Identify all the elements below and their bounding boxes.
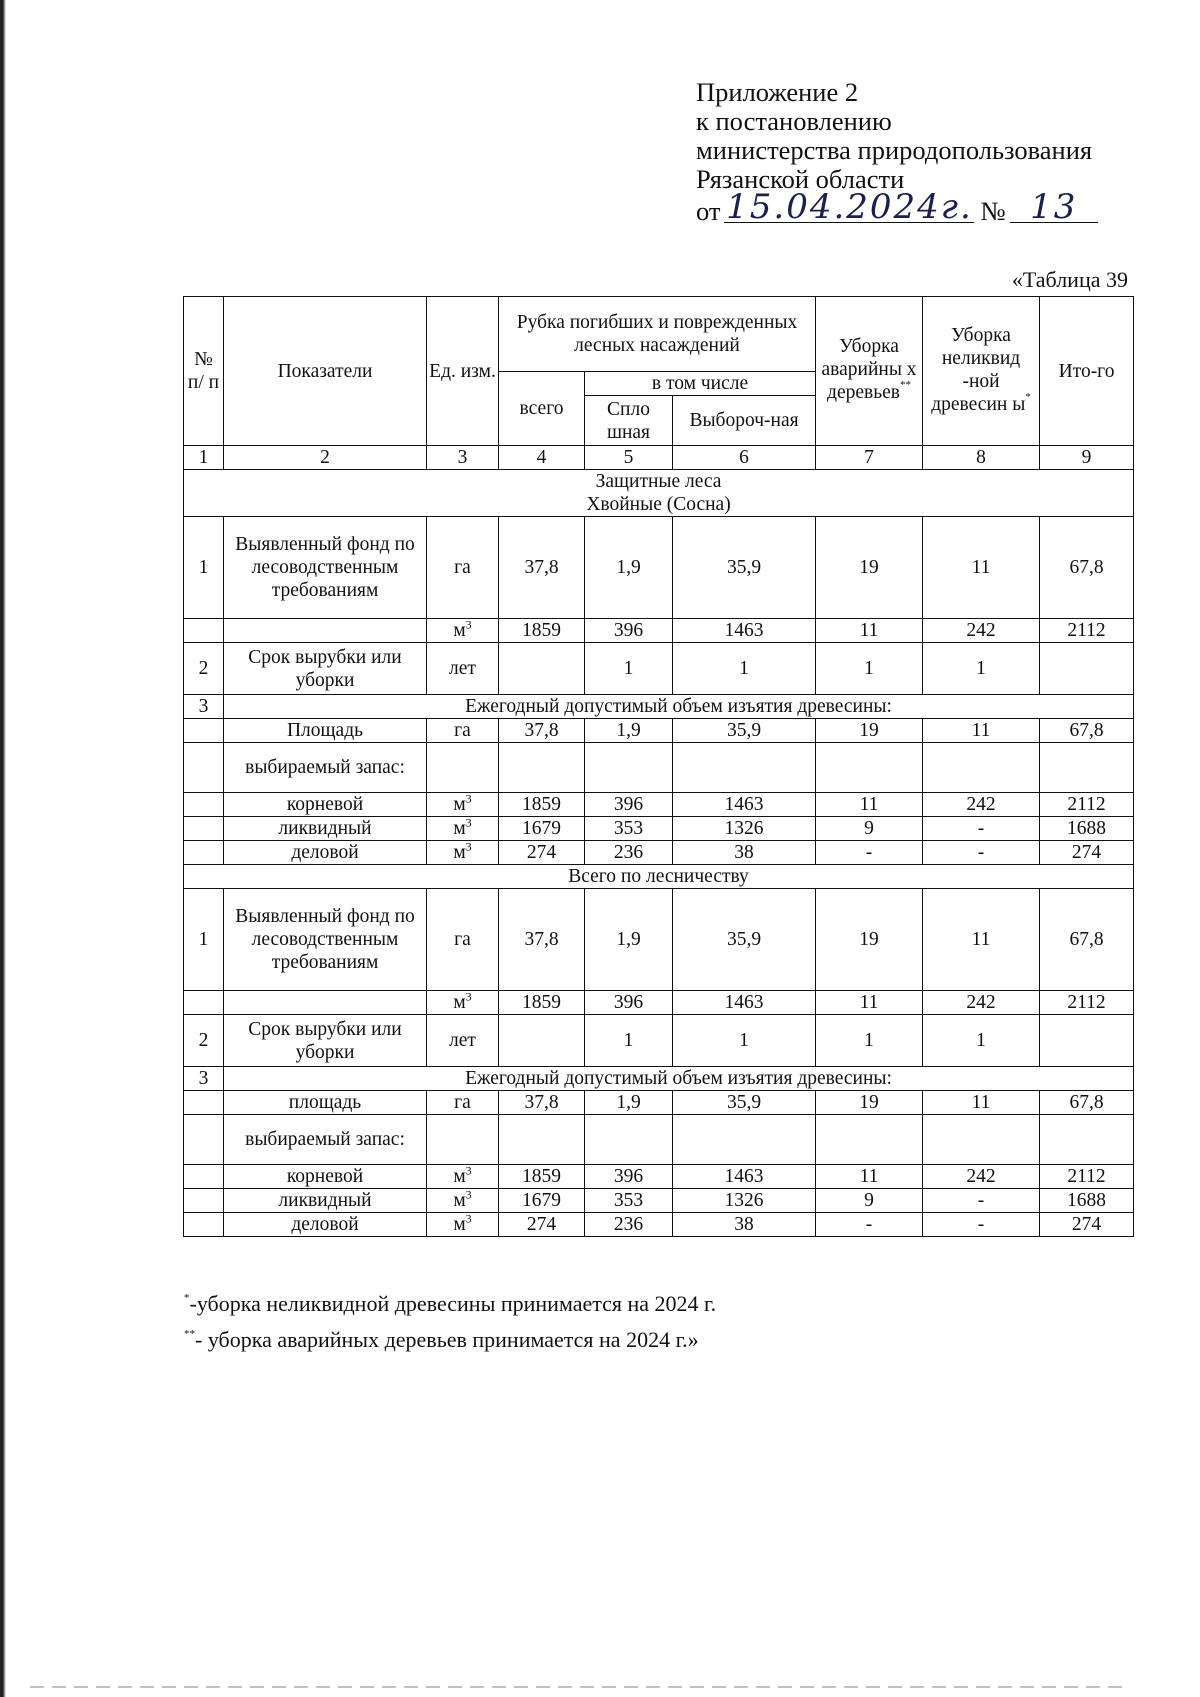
stock-row bbox=[184, 1213, 1134, 1237]
unit-text: м bbox=[453, 1166, 466, 1187]
value-cell: 242 bbox=[923, 619, 1040, 643]
value-cell: 11 bbox=[923, 889, 1040, 991]
unit-cell bbox=[427, 1091, 499, 1115]
indicator-label bbox=[224, 619, 427, 643]
stock-label-row bbox=[184, 743, 1134, 793]
header-illiquid-mark: * bbox=[1025, 390, 1031, 403]
value-cell: 1 bbox=[816, 643, 923, 695]
value-cell bbox=[1040, 1015, 1134, 1067]
value-cell: 11 bbox=[923, 719, 1040, 743]
heading-line: к постановлению bbox=[696, 106, 892, 136]
annual-title-row bbox=[184, 695, 1134, 719]
value-cell: 1 bbox=[673, 1015, 816, 1067]
scan-bottom-noise bbox=[30, 1686, 1130, 1688]
footnote-illiquid bbox=[184, 1288, 716, 1324]
value-cell: 11 bbox=[923, 1091, 1040, 1115]
value-cell: - bbox=[923, 1189, 1040, 1213]
value-cell bbox=[1040, 1115, 1134, 1165]
unit-superscript: 3 bbox=[465, 816, 472, 830]
indicator-label bbox=[224, 991, 427, 1015]
footnote-mark: * bbox=[184, 1292, 190, 1304]
value-cell: 1859 bbox=[499, 991, 585, 1015]
value-cell: 1,9 bbox=[585, 1091, 673, 1115]
row-number: 2 bbox=[184, 643, 224, 695]
value-cell: 9 bbox=[816, 817, 923, 841]
value-cell bbox=[816, 1115, 923, 1165]
value-cell: 35,9 bbox=[673, 719, 816, 743]
col-number: 9 bbox=[1040, 446, 1134, 470]
row-number bbox=[184, 1091, 224, 1115]
row-number bbox=[184, 841, 224, 865]
unit-superscript: 3 bbox=[465, 792, 472, 806]
row-number bbox=[184, 1165, 224, 1189]
fund-row-m3 bbox=[184, 619, 1134, 643]
stock-row bbox=[184, 841, 1134, 865]
date-prefix: от bbox=[696, 196, 721, 226]
value-cell: 19 bbox=[816, 1091, 923, 1115]
value-cell: 1463 bbox=[673, 619, 816, 643]
header-felling: Рубка погибших и поврежденных лесных насаждений bbox=[499, 297, 816, 372]
unit-cell bbox=[427, 793, 499, 817]
value-cell bbox=[673, 743, 816, 793]
value-cell: 1679 bbox=[499, 1189, 585, 1213]
value-cell: 242 bbox=[923, 991, 1040, 1015]
value-cell: 11 bbox=[816, 793, 923, 817]
col-number: 7 bbox=[816, 446, 923, 470]
value-cell: 1326 bbox=[673, 1189, 816, 1213]
value-cell bbox=[923, 743, 1040, 793]
fund-row-ha bbox=[184, 517, 1134, 619]
row-number bbox=[184, 817, 224, 841]
indicator-label: выбираемый запас: bbox=[224, 743, 427, 793]
value-cell: - bbox=[816, 1213, 923, 1237]
unit-cell bbox=[427, 1165, 499, 1189]
unit-superscript: 3 bbox=[465, 1164, 472, 1178]
heading-line: Приложение 2 bbox=[696, 77, 859, 107]
section-title-line: Всего по лесничеству bbox=[568, 866, 749, 887]
unit-text: м bbox=[453, 992, 466, 1013]
unit-text: м bbox=[453, 1214, 466, 1235]
value-cell: 9 bbox=[816, 1189, 923, 1213]
value-cell: 67,8 bbox=[1040, 889, 1134, 991]
section-title-row bbox=[184, 865, 1134, 889]
value-cell: 1,9 bbox=[585, 517, 673, 619]
value-cell: 37,8 bbox=[499, 1091, 585, 1115]
unit-text: га bbox=[454, 557, 471, 578]
value-cell: 37,8 bbox=[499, 719, 585, 743]
value-cell: 1463 bbox=[673, 1165, 816, 1189]
annual-title: Ежегодный допустимый объем изъятия древесины: bbox=[224, 695, 1134, 719]
felling-table bbox=[183, 296, 1134, 1237]
header-unit: Ед. изм. bbox=[427, 297, 499, 446]
row-number bbox=[184, 743, 224, 793]
indicator-label: Площадь bbox=[224, 719, 427, 743]
value-cell: 35,9 bbox=[673, 517, 816, 619]
handwritten-number: 13 bbox=[1010, 192, 1098, 223]
col-number: 3 bbox=[427, 446, 499, 470]
row-number: 1 bbox=[184, 517, 224, 619]
value-cell: 1 bbox=[585, 643, 673, 695]
appendix-heading bbox=[696, 78, 1166, 226]
indicator-label: корневой bbox=[224, 793, 427, 817]
value-cell: 274 bbox=[499, 841, 585, 865]
unit-cell bbox=[427, 889, 499, 991]
table-caption: «Таблица 39 bbox=[1011, 267, 1128, 292]
value-cell bbox=[923, 1115, 1040, 1165]
value-cell: 274 bbox=[1040, 1213, 1134, 1237]
value-cell: 1463 bbox=[673, 793, 816, 817]
area-row bbox=[184, 1091, 1134, 1115]
header-emergency-mark: ** bbox=[900, 379, 911, 391]
value-cell: 38 bbox=[673, 1213, 816, 1237]
row-number bbox=[184, 793, 224, 817]
col-number: 4 bbox=[499, 446, 585, 470]
indicator-label: корневой bbox=[224, 1165, 427, 1189]
unit-cell bbox=[427, 817, 499, 841]
value-cell: 38 bbox=[673, 841, 816, 865]
value-cell: 1 bbox=[816, 1015, 923, 1067]
value-cell: 19 bbox=[816, 889, 923, 991]
value-cell: 19 bbox=[816, 517, 923, 619]
value-cell bbox=[816, 743, 923, 793]
header-indicator: Показатели bbox=[224, 297, 427, 446]
indicator-label: Срок вырубки или уборки bbox=[224, 1015, 427, 1067]
value-cell: 11 bbox=[923, 517, 1040, 619]
value-cell: 67,8 bbox=[1040, 719, 1134, 743]
unit-cell bbox=[427, 1213, 499, 1237]
value-cell: 1859 bbox=[499, 1165, 585, 1189]
scan-left-border bbox=[0, 0, 6, 1697]
value-cell: - bbox=[816, 841, 923, 865]
value-cell: 2112 bbox=[1040, 619, 1134, 643]
unit-cell bbox=[427, 1015, 499, 1067]
unit-text: м bbox=[453, 842, 466, 863]
value-cell bbox=[673, 1115, 816, 1165]
value-cell: 2112 bbox=[1040, 1165, 1134, 1189]
value-cell: 1859 bbox=[499, 619, 585, 643]
unit-cell bbox=[427, 643, 499, 695]
stock-row bbox=[184, 1165, 1134, 1189]
header-num: № п/ п bbox=[184, 297, 224, 446]
unit-superscript: 3 bbox=[465, 840, 472, 854]
unit-text: лет bbox=[449, 1030, 476, 1051]
value-cell: 67,8 bbox=[1040, 1091, 1134, 1115]
unit-cell bbox=[427, 719, 499, 743]
footnote-text: -уборка неликвидной древесины принимается на 2024 г. bbox=[189, 1291, 717, 1316]
footnote-text: - уборка аварийных деревьев принимается на 2024 г.» bbox=[195, 1327, 699, 1352]
value-cell bbox=[1040, 643, 1134, 695]
unit-superscript: 3 bbox=[465, 618, 472, 632]
value-cell: 67,8 bbox=[1040, 517, 1134, 619]
footnote-emergency bbox=[184, 1324, 716, 1360]
value-cell: 1679 bbox=[499, 817, 585, 841]
row-number bbox=[184, 991, 224, 1015]
value-cell: 2112 bbox=[1040, 793, 1134, 817]
header-illiquid bbox=[923, 297, 1040, 446]
value-cell: 1326 bbox=[673, 817, 816, 841]
value-cell: 236 bbox=[585, 841, 673, 865]
unit-text: м bbox=[453, 620, 466, 641]
unit-text: га bbox=[454, 929, 471, 950]
indicator-label: деловой bbox=[224, 1213, 427, 1237]
row-number: 3 bbox=[184, 1067, 224, 1091]
annual-title-row bbox=[184, 1067, 1134, 1091]
value-cell: 236 bbox=[585, 1213, 673, 1237]
header-illiquid-label: Уборка неликвид -ной древесин ы bbox=[931, 324, 1026, 415]
row-number: 2 bbox=[184, 1015, 224, 1067]
unit-text: га bbox=[454, 720, 471, 741]
order-date-number-line bbox=[696, 187, 1166, 227]
heading-line: Рязанской области bbox=[696, 164, 905, 194]
col-number: 1 bbox=[184, 446, 224, 470]
unit-cell bbox=[427, 517, 499, 619]
value-cell: 1,9 bbox=[585, 889, 673, 991]
value-cell: 1 bbox=[585, 1015, 673, 1067]
indicator-label: ликвидный bbox=[224, 817, 427, 841]
row-number bbox=[184, 1115, 224, 1165]
value-cell: 1,9 bbox=[585, 719, 673, 743]
value-cell: 11 bbox=[816, 619, 923, 643]
row-number bbox=[184, 719, 224, 743]
section-title bbox=[184, 865, 1134, 889]
fund-row-ha bbox=[184, 889, 1134, 991]
indicator-label: площадь bbox=[224, 1091, 427, 1115]
value-cell: 19 bbox=[816, 719, 923, 743]
value-cell: 396 bbox=[585, 619, 673, 643]
indicator-label: деловой bbox=[224, 841, 427, 865]
number-prefix: № bbox=[980, 196, 1006, 226]
value-cell: 1463 bbox=[673, 991, 816, 1015]
section-title-row bbox=[184, 470, 1134, 517]
section-title-line: Защитные леса bbox=[595, 471, 722, 492]
footnotes bbox=[184, 1288, 716, 1360]
col-number: 6 bbox=[673, 446, 816, 470]
unit-superscript: 3 bbox=[465, 1212, 472, 1226]
header-emergency bbox=[816, 297, 923, 446]
value-cell bbox=[499, 1115, 585, 1165]
value-cell: 274 bbox=[1040, 841, 1134, 865]
value-cell: 11 bbox=[816, 1165, 923, 1189]
value-cell: 274 bbox=[499, 1213, 585, 1237]
term-row bbox=[184, 1015, 1134, 1067]
header-clear: Спло шная bbox=[585, 396, 673, 446]
value-cell bbox=[499, 643, 585, 695]
value-cell: 242 bbox=[923, 793, 1040, 817]
value-cell: - bbox=[923, 1213, 1040, 1237]
value-cell: 396 bbox=[585, 1165, 673, 1189]
indicator-label: ликвидный bbox=[224, 1189, 427, 1213]
value-cell: 1859 bbox=[499, 793, 585, 817]
value-cell: 35,9 bbox=[673, 1091, 816, 1115]
value-cell: 396 bbox=[585, 793, 673, 817]
unit-cell bbox=[427, 1189, 499, 1213]
value-cell: 37,8 bbox=[499, 889, 585, 991]
footnote-mark: ** bbox=[184, 1328, 195, 1340]
value-cell: - bbox=[923, 817, 1040, 841]
row-number: 1 bbox=[184, 889, 224, 991]
col-number: 5 bbox=[585, 446, 673, 470]
value-cell: 1688 bbox=[1040, 1189, 1134, 1213]
indicator-label: Выявленный фонд по лесоводственным требованиям bbox=[224, 889, 427, 991]
unit-cell bbox=[427, 619, 499, 643]
header-sum: Ито-го bbox=[1040, 297, 1134, 446]
value-cell: 35,9 bbox=[673, 889, 816, 991]
value-cell: 11 bbox=[816, 991, 923, 1015]
stock-row bbox=[184, 817, 1134, 841]
value-cell: 37,8 bbox=[499, 517, 585, 619]
indicator-label: Выявленный фонд по лесоводственным требованиям bbox=[224, 517, 427, 619]
indicator-label: Срок вырубки или уборки bbox=[224, 643, 427, 695]
value-cell: 1 bbox=[673, 643, 816, 695]
stock-row bbox=[184, 1189, 1134, 1213]
value-cell: - bbox=[923, 841, 1040, 865]
value-cell: 353 bbox=[585, 1189, 673, 1213]
heading-line: министерства природопользования bbox=[696, 135, 1093, 165]
fund-row-m3 bbox=[184, 991, 1134, 1015]
value-cell: 396 bbox=[585, 991, 673, 1015]
value-cell: 242 bbox=[923, 1165, 1040, 1189]
unit-text: лет bbox=[449, 658, 476, 679]
value-cell bbox=[499, 743, 585, 793]
unit-cell bbox=[427, 991, 499, 1015]
section-title-line: Хвойные (Сосна) bbox=[586, 494, 731, 515]
stock-label-row bbox=[184, 1115, 1134, 1165]
annual-title: Ежегодный допустимый объем изъятия древесины: bbox=[224, 1067, 1134, 1091]
col-number: 8 bbox=[923, 446, 1040, 470]
unit-text: м bbox=[453, 818, 466, 839]
unit-text: га bbox=[454, 1092, 471, 1113]
value-cell: 1 bbox=[923, 1015, 1040, 1067]
value-cell: 2112 bbox=[1040, 991, 1134, 1015]
value-cell bbox=[1040, 743, 1134, 793]
unit-text: м bbox=[453, 1190, 466, 1211]
header-including: в том числе bbox=[585, 372, 816, 396]
col-number: 2 bbox=[224, 446, 427, 470]
unit-superscript: 3 bbox=[465, 1188, 472, 1202]
header-emergency-label: Уборка аварийны х деревьев bbox=[821, 336, 917, 403]
value-cell bbox=[427, 743, 499, 793]
value-cell bbox=[585, 743, 673, 793]
unit-cell bbox=[427, 841, 499, 865]
value-cell: 1688 bbox=[1040, 817, 1134, 841]
value-cell bbox=[499, 1015, 585, 1067]
section-title bbox=[184, 470, 1134, 517]
header-selective: Выбороч-ная bbox=[673, 396, 816, 446]
term-row bbox=[184, 643, 1134, 695]
handwritten-date: 15.04.2024г. bbox=[726, 187, 973, 227]
value-cell bbox=[427, 1115, 499, 1165]
unit-superscript: 3 bbox=[465, 990, 472, 1004]
header-total: всего bbox=[499, 372, 585, 446]
unit-text: м bbox=[453, 794, 466, 815]
row-number bbox=[184, 1189, 224, 1213]
indicator-label: выбираемый запас: bbox=[224, 1115, 427, 1165]
row-number: 3 bbox=[184, 695, 224, 719]
row-number bbox=[184, 1213, 224, 1237]
row-number bbox=[184, 619, 224, 643]
area-row bbox=[184, 719, 1134, 743]
stock-row bbox=[184, 793, 1134, 817]
value-cell: 353 bbox=[585, 817, 673, 841]
value-cell bbox=[585, 1115, 673, 1165]
value-cell: 1 bbox=[923, 643, 1040, 695]
